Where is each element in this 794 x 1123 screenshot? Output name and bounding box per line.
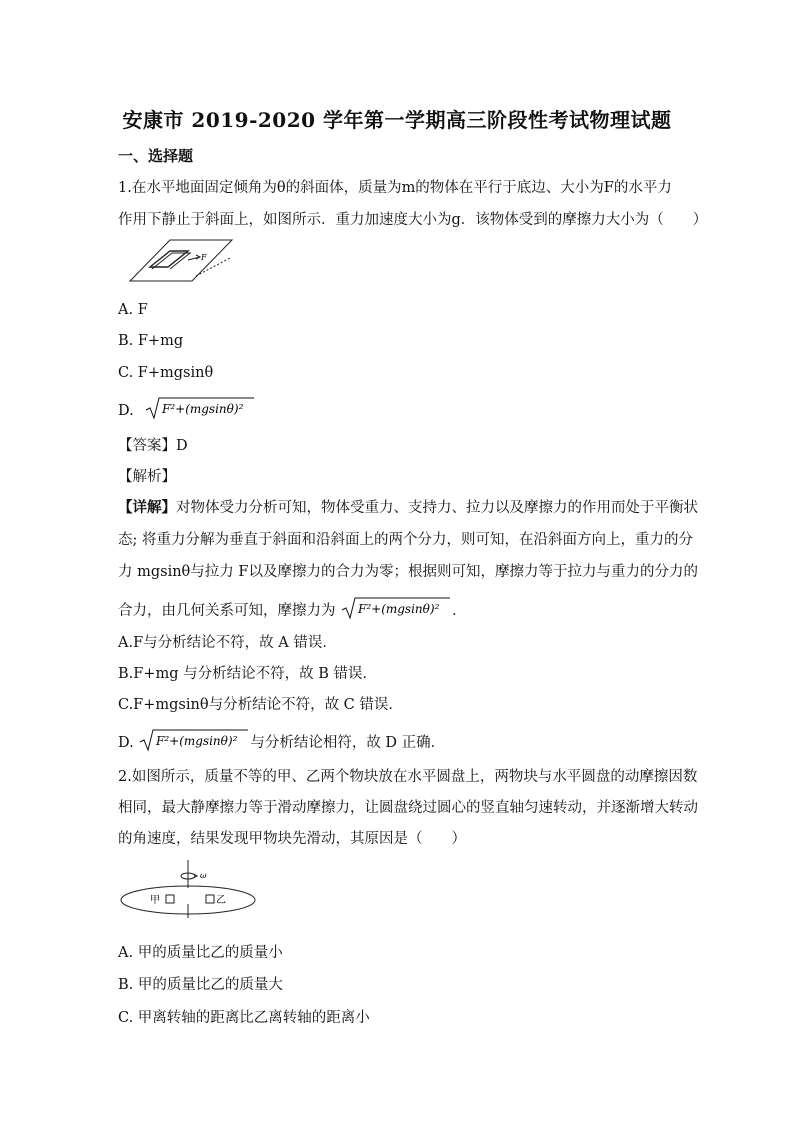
page-title: 安康市 2019-2020 学年第一学期高三阶段性考试物理试题 [122,108,672,132]
q1-option-d-expr: F²+(mgsinθ)² [162,402,244,416]
q2-figure-omega: ω [200,871,207,880]
q1-judge-d-prefix: D. [118,735,134,751]
q2-disk-figure [118,858,260,920]
q1-judge-b: B.F+mg 与分析结论不符，故 B 错误． [118,666,377,682]
q1-detail-text-1: 对物体受力分析可知，物体受重力、支持力、拉力以及摩擦力的作用而处于平衡状 [176,500,698,516]
q1-judge-a: A.F与分析结论不符，故 A 错误． [118,635,337,651]
q2-stem-line-2: 相同，最大静摩擦力等于滑动摩擦力，让圆盘绕过圆心的竖直轴匀速转动，并逐渐增大转动 [118,800,698,816]
q1-detail-sqrt [340,596,452,626]
q2-option-a: A. 甲的质量比乙的质量小 [118,945,283,961]
q1-answer: 【答案】D [118,438,188,454]
q1-detail-expr: F²+(mgsinθ)² [358,602,440,616]
q1-detail-line-3: 力 mgsinθ与拉力 F以及摩擦力的合力为零；根据则可知，摩擦力等于拉力与重力的分力的 [118,564,698,580]
q1-judge-c: C.F+mgsinθ与分析结论不符，故 C 错误． [118,697,403,713]
sqrt-symbol-icon [340,596,452,620]
q1-incline-figure [126,236,238,288]
q1-judge-d-expr: F²+(mgsinθ)² [156,734,238,748]
q1-option-c: C. F+mgsinθ [118,365,214,381]
sqrt-symbol-icon [138,728,250,752]
q1-detail-line-1 [118,498,698,518]
q1-option-d-prefix: D. [118,403,134,419]
q2-stem-line-3: 的角速度，结果发现甲物块先滑动，其原因是（ ） [118,831,466,847]
q1-judge-d [118,728,445,758]
q1-figure-force-label: F [201,253,207,262]
q1-detail-line-2: 态; 将重力分解为垂直于斜面和沿斜面上的两个分力，则可知，在沿斜面方向上，重力的分 [118,532,693,548]
q2-figure-jia: 甲 [150,895,160,906]
q1-detail-end: ． [452,603,467,619]
q1-option-d [118,396,256,426]
q1-judge-d-suffix: 与分析结论相符，故 D 正确． [250,735,446,751]
section-heading: 一、选择题 [118,147,194,165]
q2-stem-line-1: 2.如图所示，质量不等的甲、乙两个物块放在水平圆盘上，两物块与水平圆盘的动摩擦因数 [118,769,698,785]
q2-figure-yi: 乙 [216,895,226,906]
q1-detail-tag: 【详解】 [118,499,176,516]
q2-option-c: C. 甲离转轴的距离比乙离转轴的距离小 [118,1010,370,1026]
q1-option-b: B. F+mg [118,333,184,349]
q1-judge-d-sqrt [138,728,250,758]
q1-analysis-tag: 【解析】 [118,469,176,485]
q1-option-d-sqrt [144,396,256,426]
q1-detail-line-4 [118,596,467,626]
q1-detail-text-4: 合力，由几何关系可知，摩擦力为 [118,603,336,619]
q1-stem-line-2: 作用下静止于斜面上，如图所示．重力加速度大小为g．该物体受到的摩擦力大小为（ ） [118,212,708,228]
q1-stem-line-1: 1.在水平地面固定倾角为θ的斜面体，质量为m的物体在平行于底边、大小为F的水平力 [118,180,672,196]
sqrt-symbol-icon [144,396,256,420]
q1-option-a: A. F [118,302,148,318]
q2-option-b: B. 甲的质量比乙的质量大 [118,977,283,993]
